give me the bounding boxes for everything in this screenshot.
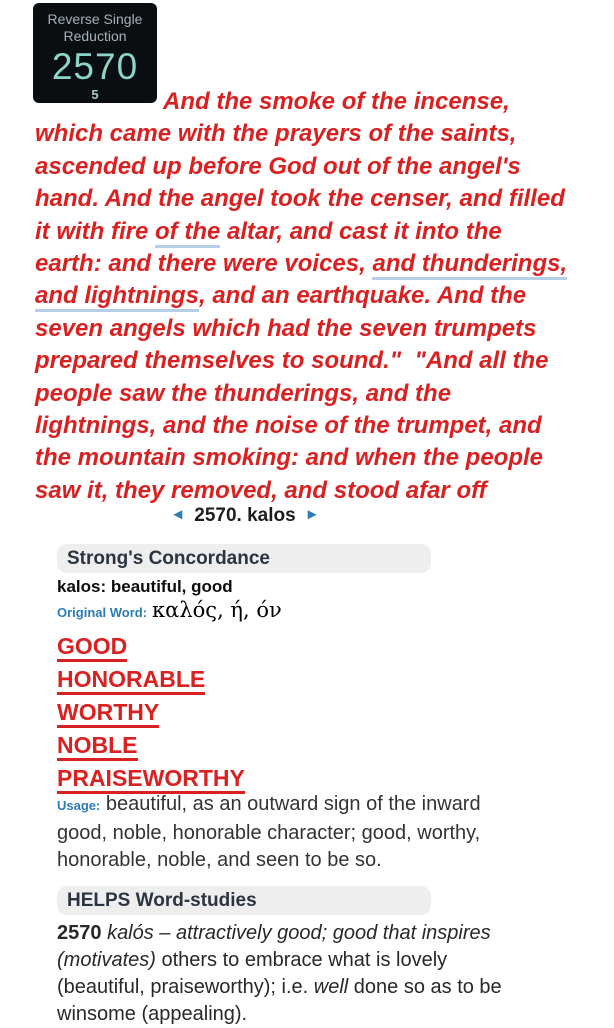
helps-word-studies-header-label: HELPS Word-studies: [67, 890, 257, 911]
verse-line: [35, 183, 614, 215]
verse-text-segment: altar, and cast it into the: [220, 217, 502, 245]
verse-text-segment: people saw the thunderings, and the: [35, 379, 452, 407]
badge-occurrence-count: 5: [91, 87, 99, 102]
verse-line: [35, 313, 614, 345]
underlined-phrase: and thunderings,: [372, 250, 567, 280]
strongs-concordance-header-label: Strong's Concordance: [67, 548, 270, 569]
verse-text-segment: , and an earthquake. And the: [198, 282, 527, 310]
usage-label: Usage:: [57, 798, 101, 813]
verse-text-segment: lightnings, and the noise of the trumpet, and: [35, 412, 542, 440]
usage-text: beautiful, as an outward sign of the inward good, noble, honorable character; good, worthy, honorable, noble, and seen to be so.: [57, 793, 481, 871]
verse-quote: [35, 86, 614, 507]
definition-segment: done so as to be winsome (appealing).: [57, 976, 502, 1025]
verse-line: [35, 151, 614, 183]
verse-line: [35, 280, 614, 312]
prev-entry-arrow-icon[interactable]: ◄: [170, 506, 186, 523]
usage-block: [57, 791, 525, 875]
keyword-link[interactable]: NOBLE: [57, 732, 138, 761]
verse-line: [35, 410, 614, 442]
verse-text-segment: earth: and there were voices,: [35, 250, 373, 278]
badge-title: Reverse Single Reduction: [47, 11, 143, 44]
original-word-label: Original Word:: [57, 605, 148, 620]
keyword-link[interactable]: WORTHY: [57, 699, 159, 728]
verse-line: [35, 248, 614, 280]
verse-text-segment: seven angels which had the seven trumpets: [35, 314, 537, 342]
strongs-concordance-header: [57, 544, 431, 573]
verse-text-segment: ascended up before God out of the angel's: [35, 152, 521, 180]
underlined-phrase: of the: [155, 218, 220, 248]
verse-text-segment: it with fire: [35, 217, 155, 245]
verse-text-segment: which came with the prayers of the saints,: [35, 120, 517, 148]
verse-text-segment: saw it, they removed, and stood afar off: [35, 476, 487, 504]
verse-text-segment: hand. And the angel took the censer, and filled: [35, 185, 565, 213]
verse-line: [35, 86, 614, 118]
lemma-definition: kalos: beautiful, good: [57, 577, 233, 596]
keyword-link[interactable]: PRAISEWORTHY: [57, 765, 245, 794]
verse-text-segment: the mountain smoking: and when the people: [35, 444, 544, 472]
verse-line: [35, 442, 614, 474]
verse-line: [35, 216, 614, 248]
entry-nav: [35, 505, 455, 527]
definition-segment: well: [313, 976, 349, 998]
verse-text-segment: And the smoke of the incense,: [163, 88, 510, 115]
helps-word-studies-header: [57, 886, 431, 915]
badge-number: 2570: [51, 46, 139, 87]
keyword-links: [57, 633, 245, 798]
entry-title: 2570. kalos: [194, 505, 296, 526]
definition-segment: others to embrace what is lovely (beautiful, praiseworthy); i.e.: [57, 949, 448, 998]
original-word-row: [57, 598, 282, 622]
verse-line: [35, 378, 614, 410]
keyword-link[interactable]: HONORABLE: [57, 666, 205, 695]
definition-segment: kalós – attractively good; good that inspires (motivates): [57, 922, 491, 971]
verse-line: [35, 475, 614, 507]
underlined-phrase: and lightnings: [35, 282, 199, 312]
keyword-link[interactable]: GOOD: [57, 633, 127, 662]
verse-line: [35, 118, 614, 150]
verse-line: [35, 345, 614, 377]
next-entry-arrow-icon[interactable]: ►: [304, 506, 320, 523]
original-word-greek: καλός, ή, όν: [152, 598, 282, 622]
definition-segment: 2570: [57, 922, 102, 944]
verse-text-segment: prepared themselves to sound." "And all the: [35, 347, 549, 375]
helps-definition: [57, 920, 519, 1028]
